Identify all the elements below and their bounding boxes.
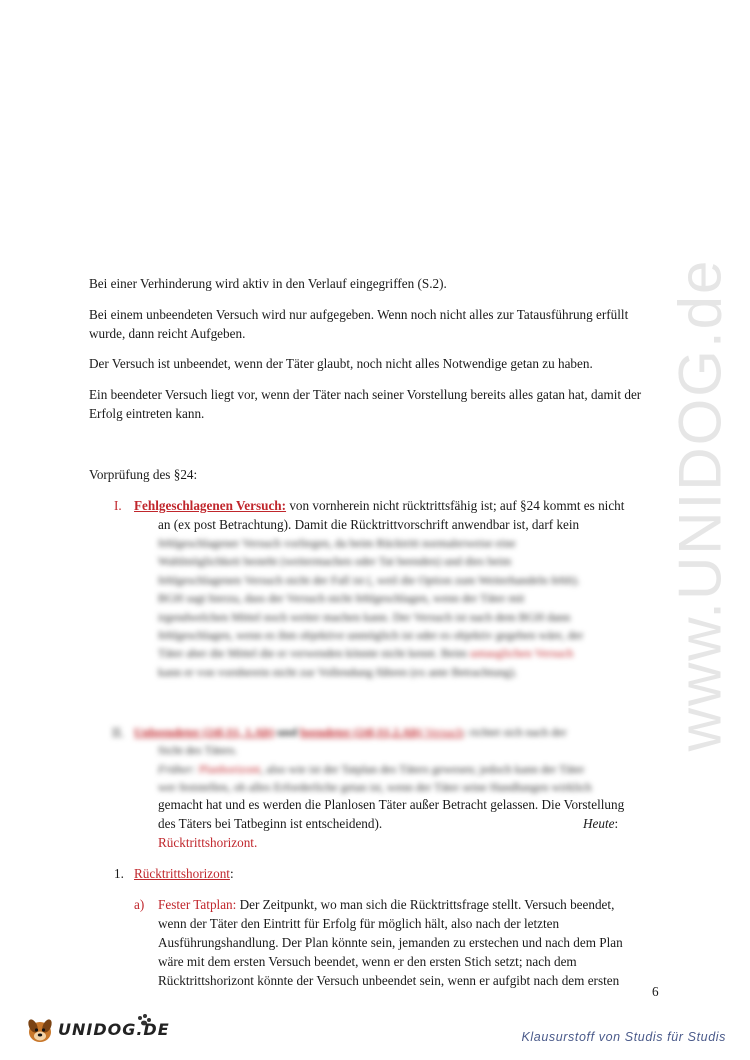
page-number: 6 — [652, 984, 659, 999]
item-1-blurred-block: fehlgeschlagener Versuch vorliegen, da beim Rücktritt normalerweise eine Wahlmöglichkeit besteht (weitermachen oder Tat beenden) und dies beim fehlgeschlagenen Versuch nicht der Fall ist (, weil die Option zum Weiterhandeln fehlt). BGH sagt hierzu, dass der Versuch nicht fehlgeschlagen, wenn der Täter mit irgendwelchen Mittel noch weiter machen kann. Der Versuch ist nach dem BGH dann fehlgeschlagen, wenn es ihm objektive unmöglich ist oder es objektiv gegeben wäre, der Täter aber die Mittel die er verwenden könnte nicht kennt. Beim untauglichen Versuch kann er von vornherein nicht zur Vollendung führen (ex ante Betrachtung). — [158, 536, 584, 679]
item-3-marker: 1. — [114, 866, 124, 881]
paragraph-2: Bei einem unbeendeten Versuch wird nur aufgegeben. Wenn noch nicht alles zur Tatausführung erfüllt wurde, dann reicht Aufgeben. — [89, 307, 629, 341]
item-2-line-b: des Täters bei Tatbeginn ist entscheidend). — [158, 816, 383, 831]
paragraph-1: Bei einer Verhinderung wird aktiv in den Verlauf eingegriffen (S.2). — [89, 276, 447, 291]
item-3-heading: Rücktrittshorizont — [134, 866, 230, 881]
item-4-marker: a) — [134, 897, 145, 912]
watermark: www.UNIDOG.de — [666, 258, 734, 752]
logo-text: UNIDOG.DE — [58, 1020, 170, 1039]
item-4-line-2: wenn der Täter den Eintritt für Erfolg für möglich hält, also nach der letzten — [158, 916, 560, 931]
item-1-heading: Fehlgeschlagenen Versuch: — [134, 498, 287, 513]
item-2-line-a: gemacht hat und es werden die Planlosen Täter außer Betracht gelassen. Die Vorstellung — [158, 797, 625, 812]
item-4-line-3: Ausführungshandlung. Der Plan könnte sein, jemanden zu erstechen und nach dem Plan — [158, 935, 623, 950]
item-4-line-4: wäre mit dem ersten Versuch beendet, wenn er den ersten Stich setzt; nach dem — [158, 954, 577, 969]
section-heading: Vorprüfung des §24: — [89, 467, 198, 482]
item-1-marker: I. — [114, 498, 122, 513]
item-4-line-1: Fester Tatplan: Der Zeitpunkt, wo man sich die Rücktrittsfrage stellt. Versuch beendet, — [158, 897, 615, 912]
item-4-heading: Fester Tatplan: — [158, 897, 237, 912]
item-1-line-1 — [134, 496, 664, 515]
item-3-heading-line: Rücktrittshorizont: — [134, 866, 234, 881]
paragraph-4: Ein beendeter Versuch liegt vor, wenn der Täter nach seiner Vorstellung bereits alles gatan hat, damit der Erfolg eintreten kann. — [89, 387, 642, 421]
footer-tagline: Klausurstoff von Studis für Studis — [521, 1030, 726, 1044]
item-1-line-2: an (ex post Betrachtung). Damit die Rücktrittvorschrift anwendbar ist, darf kein — [158, 517, 580, 532]
item-2-marker: II. — [112, 725, 125, 740]
paragraph-3: Der Versuch ist unbeendet, wenn der Täter glaubt, noch nicht alles Notwendige getan zu haben. — [89, 356, 593, 371]
item-4-line-5: Rücktrittshorizont könnte der Versuch unbeendet sein, wenn er aufgibt nach dem ersten — [158, 973, 620, 988]
item-2-blurred-block: Unbeendeter (24I,S1, 1.Alt) und beendeter (24I,S1,2.Alt) Versuch: richtet sich nach der Sicht des Täters. Früher: Planhorizont, also wie ist der Tatplan des Täters gewesen; jedoch kann der Täter wer feststellen, ob alles Erforderliche getan ist, wenn der Täter seine Handlungen wirklich — [134, 725, 592, 795]
item-2-line-c: Rücktrittshorizont. — [158, 835, 258, 850]
item-2-heute: Heute: — [583, 816, 619, 831]
item-1-text: von vornherein nicht rücktrittsfähig ist; auf §24 kommt es nicht — [286, 498, 625, 513]
